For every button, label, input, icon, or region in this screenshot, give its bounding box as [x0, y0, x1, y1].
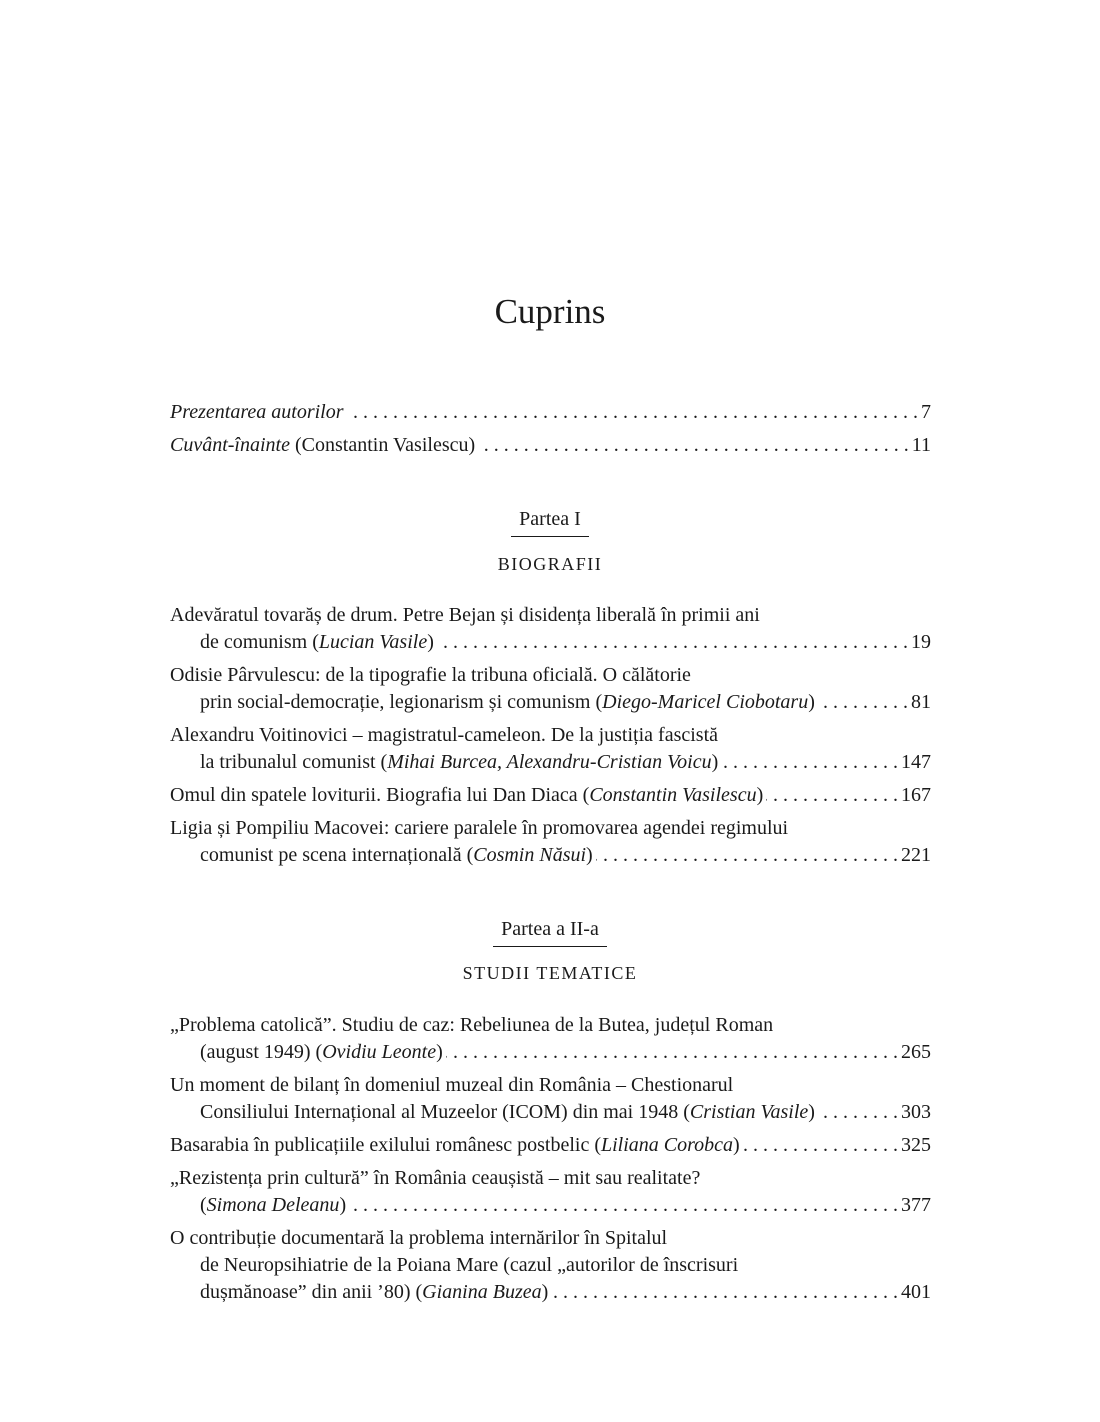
- entry-author: Cristian Vasile: [689, 1101, 809, 1123]
- dot-leader: [818, 689, 908, 716]
- entry-title-text: Consiliului Internațional al Muzeelor (ICOM) din mai 1948 (: [200, 1101, 690, 1123]
- entry-text: [200, 1279, 548, 1306]
- toc-entry[interactable]: [170, 396, 931, 429]
- entry-last-line: [170, 842, 931, 869]
- dot-leader: [596, 842, 898, 869]
- entry-last-line: [170, 629, 931, 656]
- entry-author: Mihai Burcea, Alexandru-Cristian Voicu: [387, 751, 712, 773]
- entry-title-text: (august 1949) (: [200, 1041, 323, 1063]
- part-label: Partea a II-a: [0, 918, 1100, 947]
- toc-entry[interactable]: [170, 1132, 931, 1159]
- entry-text: [170, 782, 763, 809]
- entry-title-text: (: [200, 1194, 207, 1216]
- entry-title: Cuvânt-înainte: [170, 434, 290, 456]
- entry-title-text: prin social-democrație, legionarism și comunism (: [200, 691, 603, 713]
- front-matter: [170, 396, 931, 462]
- page-number: 7: [921, 401, 931, 423]
- page-number: 167: [901, 784, 931, 806]
- entry-author: Ovidiu Leonte: [322, 1041, 437, 1063]
- entry-author: (Constantin Vasilescu): [289, 434, 476, 456]
- dot-leader: [743, 1132, 898, 1159]
- entry-text: [200, 842, 593, 869]
- entry-last-line: [170, 689, 931, 716]
- toc-entry[interactable]: [170, 782, 931, 809]
- entry-author: Simona Deleanu: [206, 1194, 340, 1216]
- entry-last-line: [170, 749, 931, 776]
- entry-last-line: [170, 1039, 931, 1066]
- entry-title-text: Basarabia în publicațiile exilului românesc postbelic (: [170, 1134, 601, 1156]
- entry-author: Diego-Maricel Ciobotaru: [602, 691, 809, 713]
- entry-title-text: comunist pe scena internațională (: [200, 844, 474, 866]
- part-label: Partea I: [0, 508, 1100, 537]
- entry-text: [170, 1132, 740, 1159]
- dot-leader: [551, 1279, 898, 1306]
- dot-leader: [478, 429, 909, 462]
- part-1-entries: [170, 602, 931, 869]
- entry-title-line: Adevăratul tovarăș de drum. Petre Bejan și disidența liberală în primii ani: [170, 604, 760, 626]
- entry-title-line: Odisie Pârvulescu: de la tipografie la tribuna oficială. O călătorie: [170, 664, 691, 686]
- page-title: Cuprins: [494, 292, 606, 331]
- entry-last-line: [170, 1192, 931, 1219]
- toc-entry[interactable]: [170, 429, 931, 462]
- entry-text: [200, 749, 718, 776]
- entry-last-line: [170, 1099, 931, 1126]
- entry-title-text: la tribunalul comunist (: [200, 751, 388, 773]
- page-number: 303: [901, 1101, 931, 1123]
- dot-leader: [721, 749, 898, 776]
- toc-entry[interactable]: [170, 1165, 931, 1219]
- page-number: 265: [901, 1041, 931, 1063]
- toc-entry[interactable]: [170, 1225, 931, 1306]
- entry-author: Cosmin Năsui: [473, 844, 587, 866]
- entry-title-line: „Rezistența prin cultură” în România ceaușistă – mit sau realitate?: [170, 1167, 701, 1189]
- toc-entry[interactable]: [170, 815, 931, 869]
- page-number: 221: [901, 844, 931, 866]
- page-number: 81: [911, 691, 931, 713]
- entry-text: [200, 689, 815, 716]
- dot-leader: [349, 1192, 898, 1219]
- entry-text: [200, 629, 434, 656]
- toc-entry[interactable]: [170, 1072, 931, 1126]
- entry-title-line: Un moment de bilanț în domeniul muzeal din România – Chestionarul: [170, 1074, 734, 1096]
- entry-title-text: ): [711, 751, 719, 773]
- entry-title-text: ): [339, 1194, 347, 1216]
- page-number: 11: [911, 434, 931, 456]
- entry-title-text: ): [427, 631, 434, 653]
- dot-leader: [347, 396, 918, 429]
- dot-leader: [446, 1039, 898, 1066]
- entry-last-line: [170, 1132, 931, 1159]
- part-2-entries: [170, 1012, 931, 1306]
- entry-title-line: „Problema catolică”. Studiu de caz: Rebeliunea de la Butea, județul Roman: [170, 1014, 774, 1036]
- entry-title-text: de comunism (: [200, 631, 319, 653]
- entry-title-text: ): [541, 1281, 549, 1303]
- entry-author: Liliana Corobca: [600, 1134, 734, 1156]
- entry-title-line: de Neuropsihiatrie de la Poiana Mare (cazul „autorilor de înscrisuri: [200, 1254, 739, 1276]
- entry-title-text: dușmănoase” din anii ’80) (: [200, 1281, 423, 1303]
- entry-text: [200, 1192, 346, 1219]
- entry-title-text: ): [756, 784, 764, 806]
- entry-title-text: ): [733, 1134, 740, 1156]
- page-number: 401: [901, 1281, 931, 1303]
- page-number: 19: [911, 631, 931, 653]
- entry-text: [200, 1039, 443, 1066]
- toc-entry[interactable]: [170, 1012, 931, 1066]
- entry-title-line: Ligia și Pompiliu Macovei: cariere paralele în promovarea agendei regimului: [170, 817, 789, 839]
- entry-author: Constantin Vasilescu: [589, 784, 757, 806]
- page-number: 147: [901, 751, 931, 773]
- entry-last-line: [170, 782, 931, 809]
- page-number: 325: [901, 1134, 931, 1156]
- entry-title-text: ): [808, 691, 815, 713]
- toc-entry[interactable]: [170, 662, 931, 716]
- entry-author: Lucian Vasile: [318, 631, 428, 653]
- entry-title-line: Alexandru Voitinovici – magistratul-cameleon. De la justiția fascistă: [170, 724, 719, 746]
- entry-title: Prezentarea autorilor: [170, 401, 344, 423]
- dot-leader: [766, 782, 898, 809]
- toc-entry[interactable]: [170, 602, 931, 656]
- entry-author: Gianina Buzea: [422, 1281, 542, 1303]
- entry-title-text: Omul din spatele loviturii. Biografia lui Dan Diaca (: [170, 784, 590, 806]
- entry-title-text: ): [808, 1101, 815, 1123]
- toc-entry[interactable]: [170, 722, 931, 776]
- entry-title-text: ): [436, 1041, 443, 1063]
- entry-last-line: [170, 1279, 931, 1306]
- entry-title-line: O contribuție documentară la problema internărilor în Spitalul: [170, 1227, 668, 1249]
- dot-leader: [818, 1099, 898, 1126]
- part-heading: STUDII TEMATICE: [462, 963, 638, 983]
- entry-text: [200, 1099, 815, 1126]
- entry-title-text: ): [586, 844, 593, 866]
- part-heading: BIOGRAFII: [497, 554, 603, 574]
- dot-leader: [437, 629, 908, 656]
- page-number: 377: [901, 1194, 931, 1216]
